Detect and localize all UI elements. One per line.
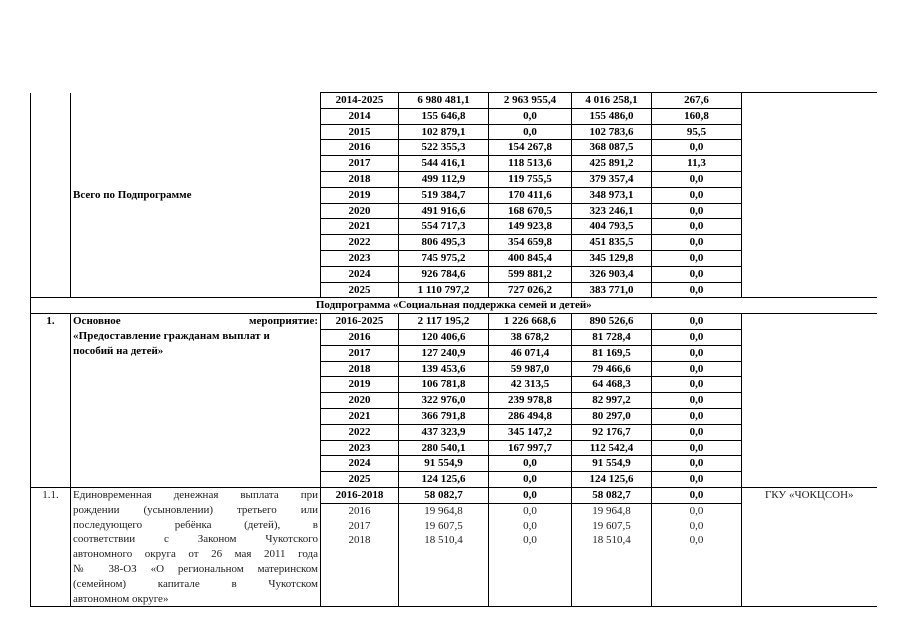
budget-table bbox=[30, 92, 877, 607]
federal-cell: 286 494,8 bbox=[489, 408, 572, 424]
local-cell: 0,0 bbox=[652, 266, 742, 282]
local-cell: 0,0 bbox=[652, 472, 742, 488]
total-cell: 124 125,6 bbox=[399, 472, 489, 488]
total-cell: 544 416,1 bbox=[399, 156, 489, 172]
local-cell: 0,0 bbox=[652, 345, 742, 361]
year-cell: 2016 bbox=[321, 140, 399, 156]
local-cell: 0,0 bbox=[652, 203, 742, 219]
description-line: соответствии с Законом Чукотского bbox=[73, 533, 318, 546]
federal-cell: 38 678,2 bbox=[489, 329, 572, 345]
empty-cell bbox=[399, 548, 489, 607]
regional-cell: 379 357,4 bbox=[572, 171, 652, 187]
year-cell: 2016 bbox=[321, 503, 399, 518]
local-cell: 0,0 bbox=[652, 250, 742, 266]
section-row bbox=[31, 298, 877, 314]
regional-cell: 81 728,4 bbox=[572, 329, 652, 345]
year-cell: 2014 bbox=[321, 108, 399, 124]
year-cell: 2024 bbox=[321, 266, 399, 282]
federal-cell: 345 147,2 bbox=[489, 424, 572, 440]
regional-cell: 348 973,1 bbox=[572, 187, 652, 203]
number-cell bbox=[31, 93, 71, 298]
regional-cell: 890 526,6 bbox=[572, 314, 652, 330]
description-line: № 38-ОЗ «О региональном материнском bbox=[73, 562, 318, 575]
year-cell: 2014-2025 bbox=[321, 93, 399, 109]
total-cell: 322 976,0 bbox=[399, 393, 489, 409]
regional-cell: 383 771,0 bbox=[572, 282, 652, 298]
total-cell: 2 117 195,2 bbox=[399, 314, 489, 330]
local-cell: 0,0 bbox=[652, 329, 742, 345]
total-cell: 91 554,9 bbox=[399, 456, 489, 472]
regional-cell: 4 016 258,1 bbox=[572, 93, 652, 109]
regional-cell: 345 129,8 bbox=[572, 250, 652, 266]
year-cell: 2024 bbox=[321, 456, 399, 472]
title-word: мероприятие: bbox=[248, 315, 318, 328]
total-cell: 106 781,8 bbox=[399, 377, 489, 393]
regional-cell: 80 297,0 bbox=[572, 408, 652, 424]
local-cell: 0,0 bbox=[652, 361, 742, 377]
total-cell: 1 110 797,2 bbox=[399, 282, 489, 298]
year-cell: 2023 bbox=[321, 250, 399, 266]
regional-cell: 58 082,7 bbox=[572, 487, 652, 503]
federal-cell: 119 755,5 bbox=[489, 171, 572, 187]
year-cell: 2022 bbox=[321, 424, 399, 440]
federal-cell: 239 978,8 bbox=[489, 393, 572, 409]
regional-cell: 92 176,7 bbox=[572, 424, 652, 440]
local-cell: 0,0 bbox=[652, 235, 742, 251]
federal-cell: 400 845,4 bbox=[489, 250, 572, 266]
federal-cell: 170 411,6 bbox=[489, 187, 572, 203]
local-cell: 0,0 bbox=[652, 456, 742, 472]
local-cell: 0,0 bbox=[652, 219, 742, 235]
year-cell: 2023 bbox=[321, 440, 399, 456]
local-cell: 0,0 bbox=[652, 171, 742, 187]
federal-cell: 0,0 bbox=[489, 519, 572, 534]
total-cell: 926 784,6 bbox=[399, 266, 489, 282]
title-line: «Предоставление гражданам выплат и bbox=[73, 329, 270, 342]
title-word: Основное bbox=[73, 315, 121, 328]
federal-cell: 149 923,8 bbox=[489, 219, 572, 235]
federal-cell: 0,0 bbox=[489, 533, 572, 548]
year-cell: 2016 bbox=[321, 329, 399, 345]
total-cell: 499 112,9 bbox=[399, 171, 489, 187]
empty-cell bbox=[652, 548, 742, 607]
total-cell: 745 975,2 bbox=[399, 250, 489, 266]
title-line: пособий на детей» bbox=[73, 344, 164, 357]
local-cell: 0,0 bbox=[652, 503, 742, 518]
year-cell: 2019 bbox=[321, 187, 399, 203]
regional-cell: 19 607,5 bbox=[572, 519, 652, 534]
total-cell: 127 240,9 bbox=[399, 345, 489, 361]
regional-cell: 82 997,2 bbox=[572, 393, 652, 409]
local-cell: 0,0 bbox=[652, 440, 742, 456]
federal-cell: 2 963 955,4 bbox=[489, 93, 572, 109]
executor-cell: ГКУ «ЧОКЦСОН» bbox=[742, 487, 877, 606]
local-cell: 0,0 bbox=[652, 282, 742, 298]
federal-cell: 354 659,8 bbox=[489, 235, 572, 251]
federal-cell: 154 267,8 bbox=[489, 140, 572, 156]
federal-cell: 1 226 668,6 bbox=[489, 314, 572, 330]
year-cell: 2018 bbox=[321, 361, 399, 377]
total-cell: 18 510,4 bbox=[399, 533, 489, 548]
local-cell: 0,0 bbox=[652, 187, 742, 203]
federal-cell: 46 071,4 bbox=[489, 345, 572, 361]
item-number: 1. bbox=[31, 314, 71, 488]
section-title: Подпрограмма «Социальная поддержка семей и детей» bbox=[31, 298, 877, 314]
local-cell: 0,0 bbox=[652, 424, 742, 440]
federal-cell: 0,0 bbox=[489, 472, 572, 488]
item-number: 1.1. bbox=[31, 487, 71, 606]
activity-description bbox=[71, 487, 321, 606]
local-cell: 267,6 bbox=[652, 93, 742, 109]
federal-cell: 0,0 bbox=[489, 124, 572, 140]
total-cell: 139 453,6 bbox=[399, 361, 489, 377]
local-cell: 0,0 bbox=[652, 140, 742, 156]
federal-cell: 118 513,6 bbox=[489, 156, 572, 172]
regional-cell: 404 793,5 bbox=[572, 219, 652, 235]
federal-cell: 0,0 bbox=[489, 487, 572, 503]
local-cell: 160,8 bbox=[652, 108, 742, 124]
federal-cell: 59 987,0 bbox=[489, 361, 572, 377]
federal-cell: 0,0 bbox=[489, 503, 572, 518]
year-cell: 2021 bbox=[321, 408, 399, 424]
year-cell: 2017 bbox=[321, 156, 399, 172]
local-cell: 11,3 bbox=[652, 156, 742, 172]
total-cell: 19 964,8 bbox=[399, 503, 489, 518]
year-cell: 2025 bbox=[321, 282, 399, 298]
description-line: Единовременная денежная выплата при bbox=[73, 488, 318, 501]
year-cell: 2020 bbox=[321, 203, 399, 219]
total-cell: 806 495,3 bbox=[399, 235, 489, 251]
regional-cell: 91 554,9 bbox=[572, 456, 652, 472]
regional-cell: 79 466,6 bbox=[572, 361, 652, 377]
local-cell: 0,0 bbox=[652, 519, 742, 534]
regional-cell: 81 169,5 bbox=[572, 345, 652, 361]
local-cell: 0,0 bbox=[652, 533, 742, 548]
local-cell: 0,0 bbox=[652, 314, 742, 330]
year-cell: 2018 bbox=[321, 533, 399, 548]
total-cell: 102 879,1 bbox=[399, 124, 489, 140]
regional-cell: 451 835,5 bbox=[572, 235, 652, 251]
executor-cell bbox=[742, 93, 877, 298]
table-row bbox=[31, 314, 877, 330]
table-row bbox=[31, 487, 877, 503]
year-cell: 2017 bbox=[321, 519, 399, 534]
regional-cell: 112 542,4 bbox=[572, 440, 652, 456]
description-line: последующего ребёнка (детей), в bbox=[73, 518, 318, 531]
federal-cell: 167 997,7 bbox=[489, 440, 572, 456]
total-cell: 120 406,6 bbox=[399, 329, 489, 345]
total-cell: 58 082,7 bbox=[399, 487, 489, 503]
executor-cell bbox=[742, 314, 877, 488]
total-cell: 554 717,3 bbox=[399, 219, 489, 235]
empty-cell bbox=[572, 548, 652, 607]
local-cell: 0,0 bbox=[652, 487, 742, 503]
description-line: автономного округа от 26 мая 2011 года bbox=[73, 548, 318, 561]
main-activity-title bbox=[71, 314, 321, 488]
local-cell: 0,0 bbox=[652, 393, 742, 409]
federal-cell: 42 313,5 bbox=[489, 377, 572, 393]
regional-cell: 64 468,3 bbox=[572, 377, 652, 393]
local-cell: 0,0 bbox=[652, 408, 742, 424]
year-cell: 2016-2018 bbox=[321, 487, 399, 503]
description-line: рождении (усыновлении) третьего или bbox=[73, 503, 318, 516]
regional-cell: 323 246,1 bbox=[572, 203, 652, 219]
federal-cell: 0,0 bbox=[489, 108, 572, 124]
regional-cell: 155 486,0 bbox=[572, 108, 652, 124]
year-cell: 2022 bbox=[321, 235, 399, 251]
empty-cell bbox=[321, 548, 399, 607]
total-cell: 437 323,9 bbox=[399, 424, 489, 440]
federal-cell: 0,0 bbox=[489, 456, 572, 472]
year-cell: 2020 bbox=[321, 393, 399, 409]
year-cell: 2016-2025 bbox=[321, 314, 399, 330]
regional-cell: 326 903,4 bbox=[572, 266, 652, 282]
year-cell: 2017 bbox=[321, 345, 399, 361]
year-cell: 2015 bbox=[321, 124, 399, 140]
year-cell: 2025 bbox=[321, 472, 399, 488]
total-cell: 366 791,8 bbox=[399, 408, 489, 424]
table-row bbox=[31, 93, 877, 109]
total-cell: 6 980 481,1 bbox=[399, 93, 489, 109]
federal-cell: 727 026,2 bbox=[489, 282, 572, 298]
description-line: (семейном) капитале в Чукотском bbox=[73, 577, 318, 590]
total-cell: 522 355,3 bbox=[399, 140, 489, 156]
regional-cell: 425 891,2 bbox=[572, 156, 652, 172]
year-cell: 2021 bbox=[321, 219, 399, 235]
year-cell: 2019 bbox=[321, 377, 399, 393]
regional-cell: 102 783,6 bbox=[572, 124, 652, 140]
federal-cell: 168 670,5 bbox=[489, 203, 572, 219]
regional-cell: 368 087,5 bbox=[572, 140, 652, 156]
federal-cell: 599 881,2 bbox=[489, 266, 572, 282]
description-line: автономном округе» bbox=[73, 592, 169, 605]
total-cell: 491 916,6 bbox=[399, 203, 489, 219]
regional-cell: 19 964,8 bbox=[572, 503, 652, 518]
local-cell: 95,5 bbox=[652, 124, 742, 140]
total-cell: 19 607,5 bbox=[399, 519, 489, 534]
regional-cell: 18 510,4 bbox=[572, 533, 652, 548]
subprogram-total-label: Всего по Подпрограмме bbox=[71, 93, 321, 298]
total-cell: 519 384,7 bbox=[399, 187, 489, 203]
total-cell: 280 540,1 bbox=[399, 440, 489, 456]
local-cell: 0,0 bbox=[652, 377, 742, 393]
regional-cell: 124 125,6 bbox=[572, 472, 652, 488]
year-cell: 2018 bbox=[321, 171, 399, 187]
empty-cell bbox=[489, 548, 572, 607]
total-cell: 155 646,8 bbox=[399, 108, 489, 124]
